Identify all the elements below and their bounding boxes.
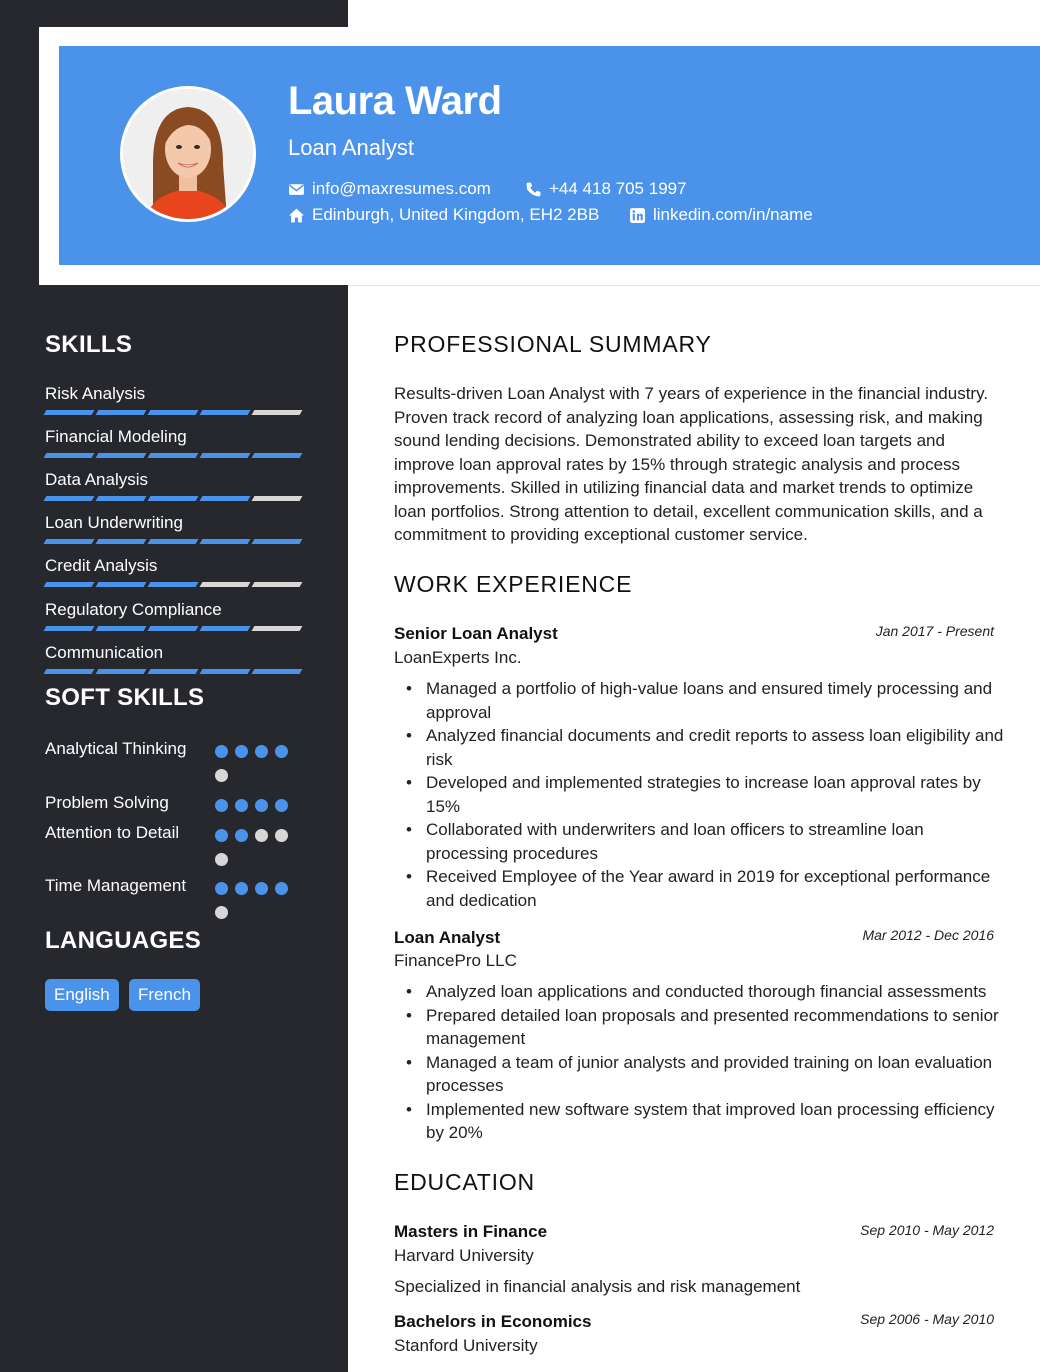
linkedin-icon — [629, 207, 646, 224]
skill-item — [45, 556, 305, 587]
skill-level-segment — [252, 626, 303, 631]
home-icon — [288, 207, 305, 224]
skill-level-segment — [252, 539, 303, 544]
list-item: • Developed and implemented strategies to increase loan approval rates by 15% — [426, 771, 1006, 818]
education-dates: Sep 2010 - May 2012 — [860, 1222, 994, 1238]
education-dates: Sep 2006 - May 2010 — [860, 1311, 994, 1327]
email-text: info@maxresumes.com — [312, 179, 491, 198]
job-dates: Jan 2017 - Present — [875, 623, 994, 639]
skill-bar — [45, 539, 305, 544]
summary-text: Results-driven Loan Analyst with 7 years of experience in the financial industry. Proven track record of analyzing loan applications, assessing risk, and making sound lending decisions. Demonstrated ability to exceed loan targets and improve loan approval rates by 15% through strategic analysis and process improvements. Skilled in utilizing financial data and market trends to optimize loan portfolios. Strong attention to detail, excellent communication skills, and a commitment to providing exceptional customer service. — [394, 384, 989, 544]
skill-name: Credit Analysis — [45, 556, 158, 575]
list-item: • Managed a team of junior analysts and provided training on loan evaluation processes — [426, 1051, 1006, 1098]
soft-skill-dot — [275, 829, 288, 842]
degree-title: Bachelors in Economics — [394, 1312, 592, 1331]
soft-skill-dot — [255, 799, 268, 812]
skill-level-segment — [200, 410, 251, 415]
skill-level-segment — [96, 453, 147, 458]
job-company: FinancePro LLC — [394, 951, 517, 970]
skill-level-segment — [252, 496, 303, 501]
linkedin-text: linkedin.com/in/name — [653, 205, 813, 224]
language-tag-english: English — [45, 979, 119, 1011]
skill-bar — [45, 410, 305, 415]
job-bullets — [426, 980, 1006, 1145]
skill-level-segment — [200, 582, 251, 587]
skill-name: Communication — [45, 643, 164, 662]
languages-heading: LANGUAGES — [45, 927, 202, 954]
soft-skill-item — [45, 874, 305, 924]
skills-heading: SKILLS — [45, 331, 133, 358]
skill-level-segment — [148, 453, 199, 458]
skill-level-segment — [200, 496, 251, 501]
skill-level-segment — [96, 626, 147, 631]
soft-skill-name: Time Management — [45, 876, 187, 895]
school-name: Stanford University — [394, 1336, 538, 1355]
skill-bar — [45, 626, 305, 631]
skill-name: Financial Modeling — [45, 427, 187, 446]
experience-heading: WORK EXPERIENCE — [394, 571, 633, 597]
education-heading: EDUCATION — [394, 1169, 535, 1195]
soft-skill-dot — [255, 829, 268, 842]
skill-level-segment — [44, 626, 95, 631]
profile-photo — [123, 89, 253, 219]
candidate-name: Laura Ward — [288, 79, 502, 123]
list-item: • Implemented new software system that improved loan processing efficiency by 20% — [426, 1098, 1006, 1145]
school-name: Harvard University — [394, 1246, 534, 1265]
skill-level-segment — [44, 410, 95, 415]
soft-skill-dot — [255, 745, 268, 758]
list-item: • Collaborated with underwriters and loan officers to streamline loan processing procedures — [426, 818, 1006, 865]
soft-skill-dot — [275, 799, 288, 812]
skill-level-segment — [148, 669, 199, 674]
skill-level-segment — [200, 626, 251, 631]
phone-icon — [525, 181, 542, 198]
skill-level-segment — [44, 453, 95, 458]
list-item: • Prepared detailed loan proposals and presented recommendations to senior management — [426, 1004, 1006, 1051]
skill-level-segment — [96, 582, 147, 587]
soft-skill-dot — [215, 799, 228, 812]
skill-level-segment — [200, 539, 251, 544]
list-item: • Analyzed financial documents and credit reports to assess loan eligibility and risk — [426, 724, 1006, 771]
soft-skill-dot — [215, 882, 228, 895]
soft-skill-dot — [275, 745, 288, 758]
skill-level-segment — [252, 410, 303, 415]
soft-skill-dot — [235, 829, 248, 842]
soft-skill-dot — [255, 882, 268, 895]
skill-level-segment — [200, 669, 251, 674]
soft-skill-dot — [215, 829, 228, 842]
job-bullets — [426, 677, 1006, 912]
soft-skill-dot — [215, 853, 228, 866]
skill-level-segment — [44, 496, 95, 501]
skill-level-segment — [200, 453, 251, 458]
contact-linkedin[interactable] — [629, 205, 813, 225]
contact-location — [288, 205, 599, 225]
envelope-icon — [288, 181, 305, 198]
language-tag-french: French — [129, 979, 200, 1011]
skill-name: Loan Underwriting — [45, 513, 183, 532]
skill-level-segment — [44, 539, 95, 544]
skill-item — [45, 384, 305, 415]
skill-level-segment — [252, 582, 303, 587]
skill-item — [45, 470, 305, 501]
skill-level-segment — [148, 410, 199, 415]
skill-level-segment — [44, 582, 95, 587]
soft-skill-dot — [235, 882, 248, 895]
skill-bar — [45, 669, 305, 674]
contact-email[interactable] — [288, 179, 491, 199]
skill-level-segment — [148, 539, 199, 544]
skill-item — [45, 513, 305, 544]
education-description: Specialized in financial analysis and risk management — [394, 1277, 801, 1296]
list-item: • Received Employee of the Year award in 2019 for exceptional performance and dedication — [426, 865, 1006, 912]
soft-skill-name: Attention to Detail — [45, 823, 180, 842]
skill-level-segment — [96, 410, 147, 415]
soft-skill-name: Problem Solving — [45, 793, 169, 812]
skill-level-segment — [252, 453, 303, 458]
job-dates: Mar 2012 - Dec 2016 — [862, 927, 994, 943]
soft-skill-dot — [275, 882, 288, 895]
skill-level-segment — [96, 669, 147, 674]
job-title: Loan Analyst — [394, 928, 501, 947]
location-text: Edinburgh, United Kingdom, EH2 2BB — [312, 205, 600, 224]
contact-phone[interactable] — [525, 179, 687, 199]
skill-level-segment — [96, 539, 147, 544]
skill-item — [45, 427, 305, 458]
skill-bar — [45, 453, 305, 458]
soft-skills-heading: SOFT SKILLS — [45, 684, 205, 711]
skill-name: Risk Analysis — [45, 384, 146, 403]
phone-text: +44 418 705 1997 — [549, 179, 687, 198]
skill-item — [45, 600, 305, 631]
soft-skill-name: Analytical Thinking — [45, 739, 187, 758]
skill-level-segment — [44, 669, 95, 674]
job-company: LoanExperts Inc. — [394, 648, 522, 667]
soft-skill-dot — [235, 745, 248, 758]
soft-skill-item — [45, 821, 305, 871]
skill-level-segment — [148, 496, 199, 501]
soft-skill-dot — [215, 769, 228, 782]
avatar — [120, 86, 256, 222]
soft-skill-dot — [235, 799, 248, 812]
list-item: • Analyzed loan applications and conducted thorough financial assessments — [426, 980, 1006, 1004]
skill-level-segment — [148, 582, 199, 587]
job-title: Senior Loan Analyst — [394, 624, 558, 643]
soft-skill-dot — [215, 745, 228, 758]
summary-heading: PROFESSIONAL SUMMARY — [394, 331, 712, 357]
skill-level-segment — [252, 669, 303, 674]
soft-skill-dot — [215, 906, 228, 919]
skill-bar — [45, 582, 305, 587]
header-divider — [348, 285, 1040, 286]
skill-name: Data Analysis — [45, 470, 148, 489]
skill-bar — [45, 496, 305, 501]
candidate-title: Loan Analyst — [288, 135, 414, 160]
degree-title: Masters in Finance — [394, 1222, 548, 1241]
skill-item — [45, 643, 305, 674]
soft-skill-item — [45, 737, 305, 787]
skill-level-segment — [148, 626, 199, 631]
skill-name: Regulatory Compliance — [45, 600, 222, 619]
skill-level-segment — [96, 496, 147, 501]
list-item: • Managed a portfolio of high-value loans and ensured timely processing and approval — [426, 677, 1006, 724]
